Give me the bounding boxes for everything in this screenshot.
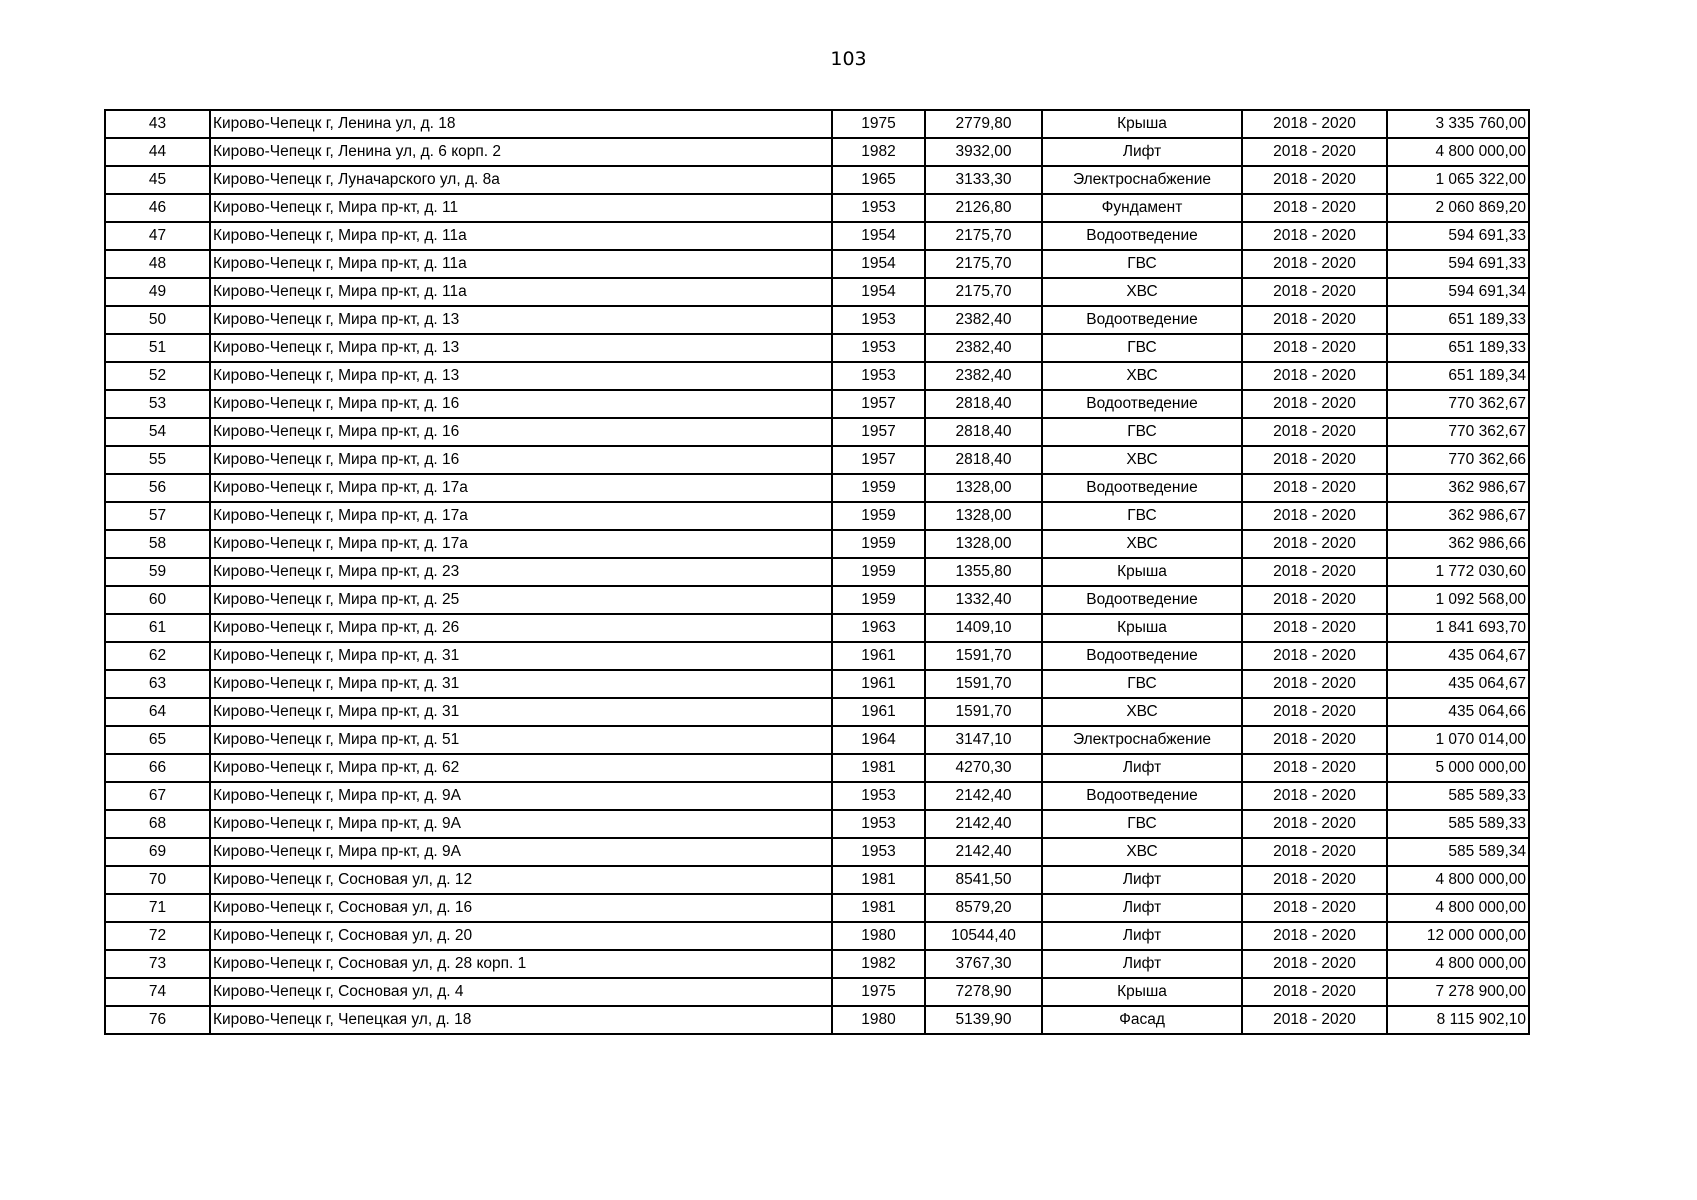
cost-cell: 770 362,66 <box>1387 446 1529 474</box>
period-cell: 2018 - 2020 <box>1242 978 1387 1006</box>
cost-cell: 1 841 693,70 <box>1387 614 1529 642</box>
table-row <box>105 1006 1529 1034</box>
area-cell: 3767,30 <box>925 950 1042 978</box>
address-cell: Кирово-Чепецк г, Ленина ул, д. 18 <box>210 110 832 138</box>
work-type-cell: ГВС <box>1042 670 1242 698</box>
row-number-cell: 50 <box>105 306 210 334</box>
cost-cell: 5 000 000,00 <box>1387 754 1529 782</box>
address-cell: Кирово-Чепецк г, Мира пр-кт, д. 25 <box>210 586 832 614</box>
address-cell: Кирово-Чепецк г, Мира пр-кт, д. 51 <box>210 726 832 754</box>
table-row <box>105 306 1529 334</box>
area-cell: 1409,10 <box>925 614 1042 642</box>
address-cell: Кирово-Чепецк г, Мира пр-кт, д. 16 <box>210 390 832 418</box>
row-number-cell: 73 <box>105 950 210 978</box>
table-row <box>105 334 1529 362</box>
table-row <box>105 418 1529 446</box>
period-cell: 2018 - 2020 <box>1242 530 1387 558</box>
work-type-cell: Водоотведение <box>1042 474 1242 502</box>
period-cell: 2018 - 2020 <box>1242 782 1387 810</box>
period-cell: 2018 - 2020 <box>1242 558 1387 586</box>
row-number-cell: 64 <box>105 698 210 726</box>
cost-cell: 362 986,66 <box>1387 530 1529 558</box>
row-number-cell: 43 <box>105 110 210 138</box>
row-number-cell: 49 <box>105 278 210 306</box>
work-type-cell: Крыша <box>1042 558 1242 586</box>
period-cell: 2018 - 2020 <box>1242 250 1387 278</box>
table-row <box>105 138 1529 166</box>
work-type-cell: ГВС <box>1042 810 1242 838</box>
year-built-cell: 1961 <box>832 642 925 670</box>
row-number-cell: 66 <box>105 754 210 782</box>
work-type-cell: ХВС <box>1042 838 1242 866</box>
work-type-cell: Фундамент <box>1042 194 1242 222</box>
table-row <box>105 810 1529 838</box>
year-built-cell: 1957 <box>832 418 925 446</box>
cost-cell: 1 092 568,00 <box>1387 586 1529 614</box>
area-cell: 1591,70 <box>925 670 1042 698</box>
period-cell: 2018 - 2020 <box>1242 306 1387 334</box>
year-built-cell: 1961 <box>832 698 925 726</box>
year-built-cell: 1953 <box>832 306 925 334</box>
row-number-cell: 51 <box>105 334 210 362</box>
row-number-cell: 70 <box>105 866 210 894</box>
period-cell: 2018 - 2020 <box>1242 922 1387 950</box>
cost-cell: 4 800 000,00 <box>1387 138 1529 166</box>
area-cell: 2126,80 <box>925 194 1042 222</box>
work-type-cell: ХВС <box>1042 530 1242 558</box>
address-cell: Кирово-Чепецк г, Мира пр-кт, д. 11а <box>210 222 832 250</box>
address-cell: Кирово-Чепецк г, Мира пр-кт, д. 31 <box>210 642 832 670</box>
table-row <box>105 278 1529 306</box>
row-number-cell: 68 <box>105 810 210 838</box>
page-number: 103 <box>830 48 867 70</box>
work-type-cell: Крыша <box>1042 614 1242 642</box>
area-cell: 1328,00 <box>925 530 1042 558</box>
work-type-cell: Лифт <box>1042 894 1242 922</box>
address-cell: Кирово-Чепецк г, Сосновая ул, д. 4 <box>210 978 832 1006</box>
address-cell: Кирово-Чепецк г, Сосновая ул, д. 28 корп. 1 <box>210 950 832 978</box>
cost-cell: 594 691,33 <box>1387 250 1529 278</box>
cost-cell: 4 800 000,00 <box>1387 866 1529 894</box>
cost-cell: 7 278 900,00 <box>1387 978 1529 1006</box>
table-row <box>105 978 1529 1006</box>
row-number-cell: 62 <box>105 642 210 670</box>
year-built-cell: 1965 <box>832 166 925 194</box>
row-number-cell: 55 <box>105 446 210 474</box>
area-cell: 2142,40 <box>925 810 1042 838</box>
year-built-cell: 1981 <box>832 894 925 922</box>
period-cell: 2018 - 2020 <box>1242 838 1387 866</box>
table-row <box>105 502 1529 530</box>
area-cell: 2818,40 <box>925 390 1042 418</box>
cost-cell: 3 335 760,00 <box>1387 110 1529 138</box>
work-type-cell: ХВС <box>1042 698 1242 726</box>
year-built-cell: 1954 <box>832 222 925 250</box>
area-cell: 1591,70 <box>925 642 1042 670</box>
row-number-cell: 65 <box>105 726 210 754</box>
year-built-cell: 1959 <box>832 474 925 502</box>
address-cell: Кирово-Чепецк г, Сосновая ул, д. 12 <box>210 866 832 894</box>
repair-program-table <box>104 109 1530 1035</box>
year-built-cell: 1963 <box>832 614 925 642</box>
cost-cell: 585 589,33 <box>1387 782 1529 810</box>
period-cell: 2018 - 2020 <box>1242 446 1387 474</box>
cost-cell: 651 189,33 <box>1387 306 1529 334</box>
period-cell: 2018 - 2020 <box>1242 166 1387 194</box>
year-built-cell: 1975 <box>832 978 925 1006</box>
period-cell: 2018 - 2020 <box>1242 670 1387 698</box>
table-row <box>105 586 1529 614</box>
year-built-cell: 1957 <box>832 446 925 474</box>
table-row <box>105 782 1529 810</box>
address-cell: Кирово-Чепецк г, Мира пр-кт, д. 62 <box>210 754 832 782</box>
table-row <box>105 754 1529 782</box>
period-cell: 2018 - 2020 <box>1242 334 1387 362</box>
area-cell: 1591,70 <box>925 698 1042 726</box>
work-type-cell: Водоотведение <box>1042 222 1242 250</box>
cost-cell: 2 060 869,20 <box>1387 194 1529 222</box>
period-cell: 2018 - 2020 <box>1242 418 1387 446</box>
address-cell: Кирово-Чепецк г, Мира пр-кт, д. 16 <box>210 446 832 474</box>
cost-cell: 651 189,33 <box>1387 334 1529 362</box>
area-cell: 2382,40 <box>925 306 1042 334</box>
area-cell: 2779,80 <box>925 110 1042 138</box>
period-cell: 2018 - 2020 <box>1242 194 1387 222</box>
area-cell: 1332,40 <box>925 586 1042 614</box>
year-built-cell: 1982 <box>832 138 925 166</box>
work-type-cell: Фасад <box>1042 1006 1242 1034</box>
address-cell: Кирово-Чепецк г, Мира пр-кт, д. 17а <box>210 530 832 558</box>
row-number-cell: 47 <box>105 222 210 250</box>
cost-cell: 585 589,34 <box>1387 838 1529 866</box>
year-built-cell: 1954 <box>832 278 925 306</box>
table-row <box>105 390 1529 418</box>
table-row <box>105 838 1529 866</box>
address-cell: Кирово-Чепецк г, Мира пр-кт, д. 26 <box>210 614 832 642</box>
row-number-cell: 53 <box>105 390 210 418</box>
work-type-cell: ХВС <box>1042 362 1242 390</box>
table-row <box>105 474 1529 502</box>
cost-cell: 770 362,67 <box>1387 390 1529 418</box>
row-number-cell: 60 <box>105 586 210 614</box>
address-cell: Кирово-Чепецк г, Чепецкая ул, д. 18 <box>210 1006 832 1034</box>
table-row <box>105 110 1529 138</box>
year-built-cell: 1953 <box>832 362 925 390</box>
work-type-cell: Лифт <box>1042 922 1242 950</box>
area-cell: 2175,70 <box>925 250 1042 278</box>
cost-cell: 1 772 030,60 <box>1387 558 1529 586</box>
period-cell: 2018 - 2020 <box>1242 754 1387 782</box>
work-type-cell: Лифт <box>1042 754 1242 782</box>
work-type-cell: ГВС <box>1042 250 1242 278</box>
period-cell: 2018 - 2020 <box>1242 474 1387 502</box>
period-cell: 2018 - 2020 <box>1242 390 1387 418</box>
table-row <box>105 530 1529 558</box>
row-number-cell: 56 <box>105 474 210 502</box>
address-cell: Кирово-Чепецк г, Мира пр-кт, д. 11а <box>210 278 832 306</box>
row-number-cell: 57 <box>105 502 210 530</box>
address-cell: Кирово-Чепецк г, Мира пр-кт, д. 13 <box>210 306 832 334</box>
area-cell: 3133,30 <box>925 166 1042 194</box>
address-cell: Кирово-Чепецк г, Мира пр-кт, д. 9А <box>210 782 832 810</box>
year-built-cell: 1959 <box>832 502 925 530</box>
period-cell: 2018 - 2020 <box>1242 726 1387 754</box>
row-number-cell: 44 <box>105 138 210 166</box>
work-type-cell: Водоотведение <box>1042 390 1242 418</box>
work-type-cell: Крыша <box>1042 110 1242 138</box>
address-cell: Кирово-Чепецк г, Мира пр-кт, д. 31 <box>210 698 832 726</box>
area-cell: 2142,40 <box>925 838 1042 866</box>
area-cell: 8541,50 <box>925 866 1042 894</box>
work-type-cell: Лифт <box>1042 866 1242 894</box>
period-cell: 2018 - 2020 <box>1242 222 1387 250</box>
area-cell: 2382,40 <box>925 362 1042 390</box>
row-number-cell: 67 <box>105 782 210 810</box>
area-cell: 2818,40 <box>925 418 1042 446</box>
year-built-cell: 1953 <box>832 782 925 810</box>
table-row <box>105 446 1529 474</box>
address-cell: Кирово-Чепецк г, Сосновая ул, д. 16 <box>210 894 832 922</box>
address-cell: Кирово-Чепецк г, Ленина ул, д. 6 корп. 2 <box>210 138 832 166</box>
cost-cell: 594 691,33 <box>1387 222 1529 250</box>
year-built-cell: 1981 <box>832 754 925 782</box>
work-type-cell: Водоотведение <box>1042 642 1242 670</box>
work-type-cell: ГВС <box>1042 334 1242 362</box>
period-cell: 2018 - 2020 <box>1242 698 1387 726</box>
cost-cell: 362 986,67 <box>1387 474 1529 502</box>
area-cell: 2175,70 <box>925 222 1042 250</box>
period-cell: 2018 - 2020 <box>1242 278 1387 306</box>
cost-cell: 770 362,67 <box>1387 418 1529 446</box>
year-built-cell: 1980 <box>832 922 925 950</box>
table-body <box>105 110 1529 1034</box>
row-number-cell: 52 <box>105 362 210 390</box>
address-cell: Кирово-Чепецк г, Сосновая ул, д. 20 <box>210 922 832 950</box>
area-cell: 2175,70 <box>925 278 1042 306</box>
table-row <box>105 670 1529 698</box>
cost-cell: 594 691,34 <box>1387 278 1529 306</box>
row-number-cell: 59 <box>105 558 210 586</box>
table-row <box>105 614 1529 642</box>
year-built-cell: 1982 <box>832 950 925 978</box>
address-cell: Кирово-Чепецк г, Мира пр-кт, д. 9А <box>210 838 832 866</box>
address-cell: Кирово-Чепецк г, Мира пр-кт, д. 13 <box>210 362 832 390</box>
work-type-cell: Водоотведение <box>1042 586 1242 614</box>
area-cell: 1355,80 <box>925 558 1042 586</box>
period-cell: 2018 - 2020 <box>1242 894 1387 922</box>
address-cell: Кирово-Чепецк г, Мира пр-кт, д. 9А <box>210 810 832 838</box>
work-type-cell: Лифт <box>1042 950 1242 978</box>
year-built-cell: 1953 <box>832 334 925 362</box>
cost-cell: 12 000 000,00 <box>1387 922 1529 950</box>
cost-cell: 4 800 000,00 <box>1387 950 1529 978</box>
period-cell: 2018 - 2020 <box>1242 810 1387 838</box>
work-type-cell: Электроснабжение <box>1042 726 1242 754</box>
year-built-cell: 1957 <box>832 390 925 418</box>
cost-cell: 651 189,34 <box>1387 362 1529 390</box>
period-cell: 2018 - 2020 <box>1242 110 1387 138</box>
table-row <box>105 726 1529 754</box>
table-row <box>105 194 1529 222</box>
address-cell: Кирово-Чепецк г, Луначарского ул, д. 8а <box>210 166 832 194</box>
year-built-cell: 1959 <box>832 530 925 558</box>
year-built-cell: 1964 <box>832 726 925 754</box>
area-cell: 2142,40 <box>925 782 1042 810</box>
address-cell: Кирово-Чепецк г, Мира пр-кт, д. 31 <box>210 670 832 698</box>
period-cell: 2018 - 2020 <box>1242 138 1387 166</box>
row-number-cell: 61 <box>105 614 210 642</box>
row-number-cell: 71 <box>105 894 210 922</box>
period-cell: 2018 - 2020 <box>1242 642 1387 670</box>
cost-cell: 435 064,66 <box>1387 698 1529 726</box>
table-row <box>105 222 1529 250</box>
area-cell: 8579,20 <box>925 894 1042 922</box>
period-cell: 2018 - 2020 <box>1242 586 1387 614</box>
row-number-cell: 46 <box>105 194 210 222</box>
work-type-cell: Лифт <box>1042 138 1242 166</box>
year-built-cell: 1953 <box>832 838 925 866</box>
work-type-cell: ГВС <box>1042 418 1242 446</box>
row-number-cell: 74 <box>105 978 210 1006</box>
work-type-cell: Электроснабжение <box>1042 166 1242 194</box>
cost-cell: 1 065 322,00 <box>1387 166 1529 194</box>
area-cell: 3147,10 <box>925 726 1042 754</box>
area-cell: 3932,00 <box>925 138 1042 166</box>
cost-cell: 435 064,67 <box>1387 642 1529 670</box>
row-number-cell: 76 <box>105 1006 210 1034</box>
table-row <box>105 642 1529 670</box>
year-built-cell: 1953 <box>832 194 925 222</box>
work-type-cell: Водоотведение <box>1042 782 1242 810</box>
cost-cell: 4 800 000,00 <box>1387 894 1529 922</box>
cost-cell: 585 589,33 <box>1387 810 1529 838</box>
address-cell: Кирово-Чепецк г, Мира пр-кт, д. 11а <box>210 250 832 278</box>
row-number-cell: 63 <box>105 670 210 698</box>
address-cell: Кирово-Чепецк г, Мира пр-кт, д. 17а <box>210 474 832 502</box>
area-cell: 1328,00 <box>925 474 1042 502</box>
cost-cell: 8 115 902,10 <box>1387 1006 1529 1034</box>
table-row <box>105 166 1529 194</box>
work-type-cell: ГВС <box>1042 502 1242 530</box>
row-number-cell: 58 <box>105 530 210 558</box>
area-cell: 10544,40 <box>925 922 1042 950</box>
table-row <box>105 922 1529 950</box>
row-number-cell: 69 <box>105 838 210 866</box>
year-built-cell: 1954 <box>832 250 925 278</box>
row-number-cell: 48 <box>105 250 210 278</box>
year-built-cell: 1981 <box>832 866 925 894</box>
year-built-cell: 1980 <box>832 1006 925 1034</box>
address-cell: Кирово-Чепецк г, Мира пр-кт, д. 13 <box>210 334 832 362</box>
period-cell: 2018 - 2020 <box>1242 950 1387 978</box>
table-row <box>105 698 1529 726</box>
work-type-cell: ХВС <box>1042 278 1242 306</box>
work-type-cell: Крыша <box>1042 978 1242 1006</box>
year-built-cell: 1959 <box>832 586 925 614</box>
table-row <box>105 250 1529 278</box>
cost-cell: 362 986,67 <box>1387 502 1529 530</box>
row-number-cell: 72 <box>105 922 210 950</box>
address-cell: Кирово-Чепецк г, Мира пр-кт, д. 11 <box>210 194 832 222</box>
cost-cell: 435 064,67 <box>1387 670 1529 698</box>
year-built-cell: 1953 <box>832 810 925 838</box>
table-row <box>105 866 1529 894</box>
address-cell: Кирово-Чепецк г, Мира пр-кт, д. 17а <box>210 502 832 530</box>
area-cell: 5139,90 <box>925 1006 1042 1034</box>
year-built-cell: 1961 <box>832 670 925 698</box>
area-cell: 2818,40 <box>925 446 1042 474</box>
period-cell: 2018 - 2020 <box>1242 502 1387 530</box>
table-row <box>105 894 1529 922</box>
address-cell: Кирово-Чепецк г, Мира пр-кт, д. 16 <box>210 418 832 446</box>
period-cell: 2018 - 2020 <box>1242 1006 1387 1034</box>
cost-cell: 1 070 014,00 <box>1387 726 1529 754</box>
area-cell: 4270,30 <box>925 754 1042 782</box>
period-cell: 2018 - 2020 <box>1242 866 1387 894</box>
row-number-cell: 54 <box>105 418 210 446</box>
table-row <box>105 950 1529 978</box>
table-row <box>105 558 1529 586</box>
address-cell: Кирово-Чепецк г, Мира пр-кт, д. 23 <box>210 558 832 586</box>
work-type-cell: Водоотведение <box>1042 306 1242 334</box>
table-row <box>105 362 1529 390</box>
period-cell: 2018 - 2020 <box>1242 362 1387 390</box>
year-built-cell: 1959 <box>832 558 925 586</box>
area-cell: 2382,40 <box>925 334 1042 362</box>
year-built-cell: 1975 <box>832 110 925 138</box>
work-type-cell: ХВС <box>1042 446 1242 474</box>
area-cell: 7278,90 <box>925 978 1042 1006</box>
row-number-cell: 45 <box>105 166 210 194</box>
area-cell: 1328,00 <box>925 502 1042 530</box>
period-cell: 2018 - 2020 <box>1242 614 1387 642</box>
